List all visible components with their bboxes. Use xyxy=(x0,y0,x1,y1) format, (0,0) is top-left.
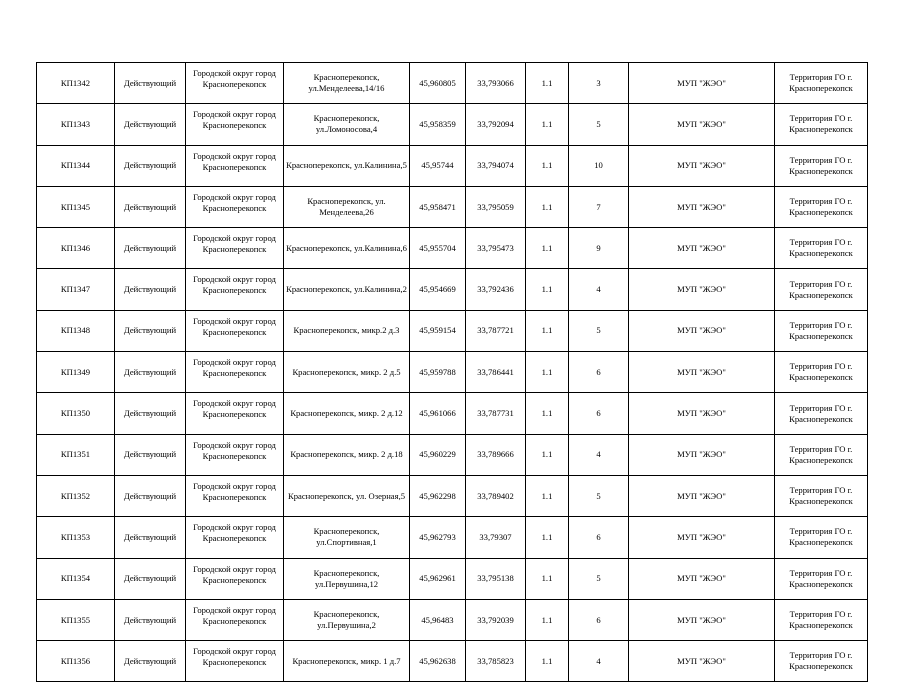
site-id-cell: КП1353 xyxy=(37,517,115,558)
territory-cell: Территория ГО г. Красноперекопск xyxy=(775,641,868,682)
table-row xyxy=(37,558,868,599)
address-cell: Красноперекопск, микр. 2 д.5 xyxy=(284,352,410,393)
container-count-cell: 3 xyxy=(569,63,629,104)
container-count-cell: 10 xyxy=(569,145,629,186)
container-type-cell: 1.1 xyxy=(526,352,569,393)
container-count-cell: 6 xyxy=(569,352,629,393)
site-id-cell: КП1351 xyxy=(37,434,115,475)
district-cell: Городской округ город Красноперекопск xyxy=(186,228,284,269)
status-cell: Действующий xyxy=(115,517,186,558)
longitude-cell: 33,795473 xyxy=(466,228,526,269)
address-cell: Красноперекопск, микр. 2 д.18 xyxy=(284,434,410,475)
territory-cell: Территория ГО г. Красноперекопск xyxy=(775,104,868,145)
latitude-cell: 45,959154 xyxy=(410,310,466,351)
latitude-cell: 45,961066 xyxy=(410,393,466,434)
container-sites-table xyxy=(36,62,868,682)
site-id-cell: КП1356 xyxy=(37,641,115,682)
container-type-cell: 1.1 xyxy=(526,517,569,558)
site-id-cell: КП1352 xyxy=(37,475,115,516)
container-count-cell: 4 xyxy=(569,269,629,310)
table-body xyxy=(37,63,868,682)
latitude-cell: 45,954669 xyxy=(410,269,466,310)
territory-cell: Территория ГО г. Красноперекопск xyxy=(775,269,868,310)
territory-cell: Территория ГО г. Красноперекопск xyxy=(775,63,868,104)
container-type-cell: 1.1 xyxy=(526,310,569,351)
operator-cell: МУП "ЖЭО" xyxy=(629,641,775,682)
address-cell: Красноперекопск, ул.Спортивная,1 xyxy=(284,517,410,558)
longitude-cell: 33,792039 xyxy=(466,599,526,640)
operator-cell: МУП "ЖЭО" xyxy=(629,393,775,434)
status-cell: Действующий xyxy=(115,228,186,269)
container-count-cell: 6 xyxy=(569,599,629,640)
longitude-cell: 33,789402 xyxy=(466,475,526,516)
territory-cell: Территория ГО г. Красноперекопск xyxy=(775,228,868,269)
container-type-cell: 1.1 xyxy=(526,269,569,310)
operator-cell: МУП "ЖЭО" xyxy=(629,599,775,640)
operator-cell: МУП "ЖЭО" xyxy=(629,186,775,227)
status-cell: Действующий xyxy=(115,145,186,186)
territory-cell: Территория ГО г. Красноперекопск xyxy=(775,475,868,516)
table-row xyxy=(37,104,868,145)
longitude-cell: 33,786441 xyxy=(466,352,526,393)
container-type-cell: 1.1 xyxy=(526,104,569,145)
table-row xyxy=(37,186,868,227)
site-id-cell: КП1348 xyxy=(37,310,115,351)
site-id-cell: КП1350 xyxy=(37,393,115,434)
territory-cell: Территория ГО г. Красноперекопск xyxy=(775,310,868,351)
longitude-cell: 33,795138 xyxy=(466,558,526,599)
table-row xyxy=(37,145,868,186)
address-cell: Красноперекопск, ул.Калинина,2 xyxy=(284,269,410,310)
latitude-cell: 45,959788 xyxy=(410,352,466,393)
site-id-cell: КП1343 xyxy=(37,104,115,145)
longitude-cell: 33,789666 xyxy=(466,434,526,475)
operator-cell: МУП "ЖЭО" xyxy=(629,145,775,186)
district-cell: Городской округ город Красноперекопск xyxy=(186,63,284,104)
latitude-cell: 45,96483 xyxy=(410,599,466,640)
status-cell: Действующий xyxy=(115,310,186,351)
status-cell: Действующий xyxy=(115,393,186,434)
table-row xyxy=(37,475,868,516)
operator-cell: МУП "ЖЭО" xyxy=(629,104,775,145)
status-cell: Действующий xyxy=(115,352,186,393)
district-cell: Городской округ город Красноперекопск xyxy=(186,475,284,516)
operator-cell: МУП "ЖЭО" xyxy=(629,517,775,558)
status-cell: Действующий xyxy=(115,475,186,516)
container-count-cell: 4 xyxy=(569,434,629,475)
latitude-cell: 45,960229 xyxy=(410,434,466,475)
container-type-cell: 1.1 xyxy=(526,558,569,599)
district-cell: Городской округ город Красноперекопск xyxy=(186,517,284,558)
latitude-cell: 45,962298 xyxy=(410,475,466,516)
site-id-cell: КП1345 xyxy=(37,186,115,227)
site-id-cell: КП1349 xyxy=(37,352,115,393)
container-count-cell: 5 xyxy=(569,475,629,516)
container-type-cell: 1.1 xyxy=(526,186,569,227)
table-row xyxy=(37,310,868,351)
container-type-cell: 1.1 xyxy=(526,599,569,640)
address-cell: Красноперекопск, ул.Калинина,6 xyxy=(284,228,410,269)
address-cell: Красноперекопск, ул.Ломоносова,4 xyxy=(284,104,410,145)
table-row xyxy=(37,228,868,269)
district-cell: Городской округ город Красноперекопск xyxy=(186,641,284,682)
site-id-cell: КП1354 xyxy=(37,558,115,599)
table-row xyxy=(37,393,868,434)
territory-cell: Территория ГО г. Красноперекопск xyxy=(775,517,868,558)
container-count-cell: 5 xyxy=(569,310,629,351)
district-cell: Городской округ город Красноперекопск xyxy=(186,104,284,145)
longitude-cell: 33,79307 xyxy=(466,517,526,558)
table-row xyxy=(37,517,868,558)
district-cell: Городской округ город Красноперекопск xyxy=(186,269,284,310)
district-cell: Городской округ город Красноперекопск xyxy=(186,186,284,227)
status-cell: Действующий xyxy=(115,269,186,310)
container-type-cell: 1.1 xyxy=(526,393,569,434)
territory-cell: Территория ГО г. Красноперекопск xyxy=(775,599,868,640)
longitude-cell: 33,793066 xyxy=(466,63,526,104)
district-cell: Городской округ город Красноперекопск xyxy=(186,599,284,640)
site-id-cell: КП1346 xyxy=(37,228,115,269)
container-count-cell: 6 xyxy=(569,393,629,434)
latitude-cell: 45,962638 xyxy=(410,641,466,682)
container-type-cell: 1.1 xyxy=(526,63,569,104)
container-count-cell: 4 xyxy=(569,641,629,682)
district-cell: Городской округ город Красноперекопск xyxy=(186,352,284,393)
site-id-cell: КП1344 xyxy=(37,145,115,186)
territory-cell: Территория ГО г. Красноперекопск xyxy=(775,186,868,227)
longitude-cell: 33,792436 xyxy=(466,269,526,310)
latitude-cell: 45,958359 xyxy=(410,104,466,145)
container-type-cell: 1.1 xyxy=(526,641,569,682)
district-cell: Городской округ город Красноперекопск xyxy=(186,393,284,434)
district-cell: Городской округ город Красноперекопск xyxy=(186,558,284,599)
longitude-cell: 33,785823 xyxy=(466,641,526,682)
address-cell: Красноперекопск, ул. Менделеева,26 xyxy=(284,186,410,227)
status-cell: Действующий xyxy=(115,186,186,227)
longitude-cell: 33,787721 xyxy=(466,310,526,351)
operator-cell: МУП "ЖЭО" xyxy=(629,434,775,475)
table-row xyxy=(37,352,868,393)
operator-cell: МУП "ЖЭО" xyxy=(629,352,775,393)
table-row xyxy=(37,63,868,104)
status-cell: Действующий xyxy=(115,104,186,145)
address-cell: Красноперекопск, ул.Менделеева,14/16 xyxy=(284,63,410,104)
longitude-cell: 33,787731 xyxy=(466,393,526,434)
address-cell: Красноперекопск, микр. 2 д.12 xyxy=(284,393,410,434)
latitude-cell: 45,962793 xyxy=(410,517,466,558)
territory-cell: Территория ГО г. Красноперекопск xyxy=(775,434,868,475)
table-row xyxy=(37,269,868,310)
container-type-cell: 1.1 xyxy=(526,228,569,269)
container-type-cell: 1.1 xyxy=(526,145,569,186)
address-cell: Красноперекопск, ул.Калинина,5 xyxy=(284,145,410,186)
longitude-cell: 33,792094 xyxy=(466,104,526,145)
district-cell: Городской округ город Красноперекопск xyxy=(186,310,284,351)
container-count-cell: 7 xyxy=(569,186,629,227)
table-row xyxy=(37,434,868,475)
site-id-cell: КП1347 xyxy=(37,269,115,310)
operator-cell: МУП "ЖЭО" xyxy=(629,475,775,516)
operator-cell: МУП "ЖЭО" xyxy=(629,228,775,269)
operator-cell: МУП "ЖЭО" xyxy=(629,310,775,351)
operator-cell: МУП "ЖЭО" xyxy=(629,63,775,104)
site-id-cell: КП1355 xyxy=(37,599,115,640)
status-cell: Действующий xyxy=(115,558,186,599)
table-row xyxy=(37,641,868,682)
address-cell: Красноперекопск, ул. Озерная,5 xyxy=(284,475,410,516)
status-cell: Действующий xyxy=(115,599,186,640)
address-cell: Красноперекопск, ул.Первушина,12 xyxy=(284,558,410,599)
operator-cell: МУП "ЖЭО" xyxy=(629,269,775,310)
address-cell: Красноперекопск, ул.Первушина,2 xyxy=(284,599,410,640)
latitude-cell: 45,960805 xyxy=(410,63,466,104)
latitude-cell: 45,962961 xyxy=(410,558,466,599)
status-cell: Действующий xyxy=(115,63,186,104)
site-id-cell: КП1342 xyxy=(37,63,115,104)
territory-cell: Территория ГО г. Красноперекопск xyxy=(775,558,868,599)
container-count-cell: 6 xyxy=(569,517,629,558)
container-type-cell: 1.1 xyxy=(526,434,569,475)
status-cell: Действующий xyxy=(115,434,186,475)
container-count-cell: 5 xyxy=(569,558,629,599)
latitude-cell: 45,958471 xyxy=(410,186,466,227)
container-count-cell: 5 xyxy=(569,104,629,145)
latitude-cell: 45,955704 xyxy=(410,228,466,269)
latitude-cell: 45,95744 xyxy=(410,145,466,186)
operator-cell: МУП "ЖЭО" xyxy=(629,558,775,599)
territory-cell: Территория ГО г. Красноперекопск xyxy=(775,352,868,393)
longitude-cell: 33,794074 xyxy=(466,145,526,186)
container-count-cell: 9 xyxy=(569,228,629,269)
container-type-cell: 1.1 xyxy=(526,475,569,516)
territory-cell: Территория ГО г. Красноперекопск xyxy=(775,393,868,434)
district-cell: Городской округ город Красноперекопск xyxy=(186,434,284,475)
address-cell: Красноперекопск, микр.2 д.3 xyxy=(284,310,410,351)
table-row xyxy=(37,599,868,640)
longitude-cell: 33,795059 xyxy=(466,186,526,227)
territory-cell: Территория ГО г. Красноперекопск xyxy=(775,145,868,186)
status-cell: Действующий xyxy=(115,641,186,682)
address-cell: Красноперекопск, микр. 1 д.7 xyxy=(284,641,410,682)
district-cell: Городской округ город Красноперекопск xyxy=(186,145,284,186)
